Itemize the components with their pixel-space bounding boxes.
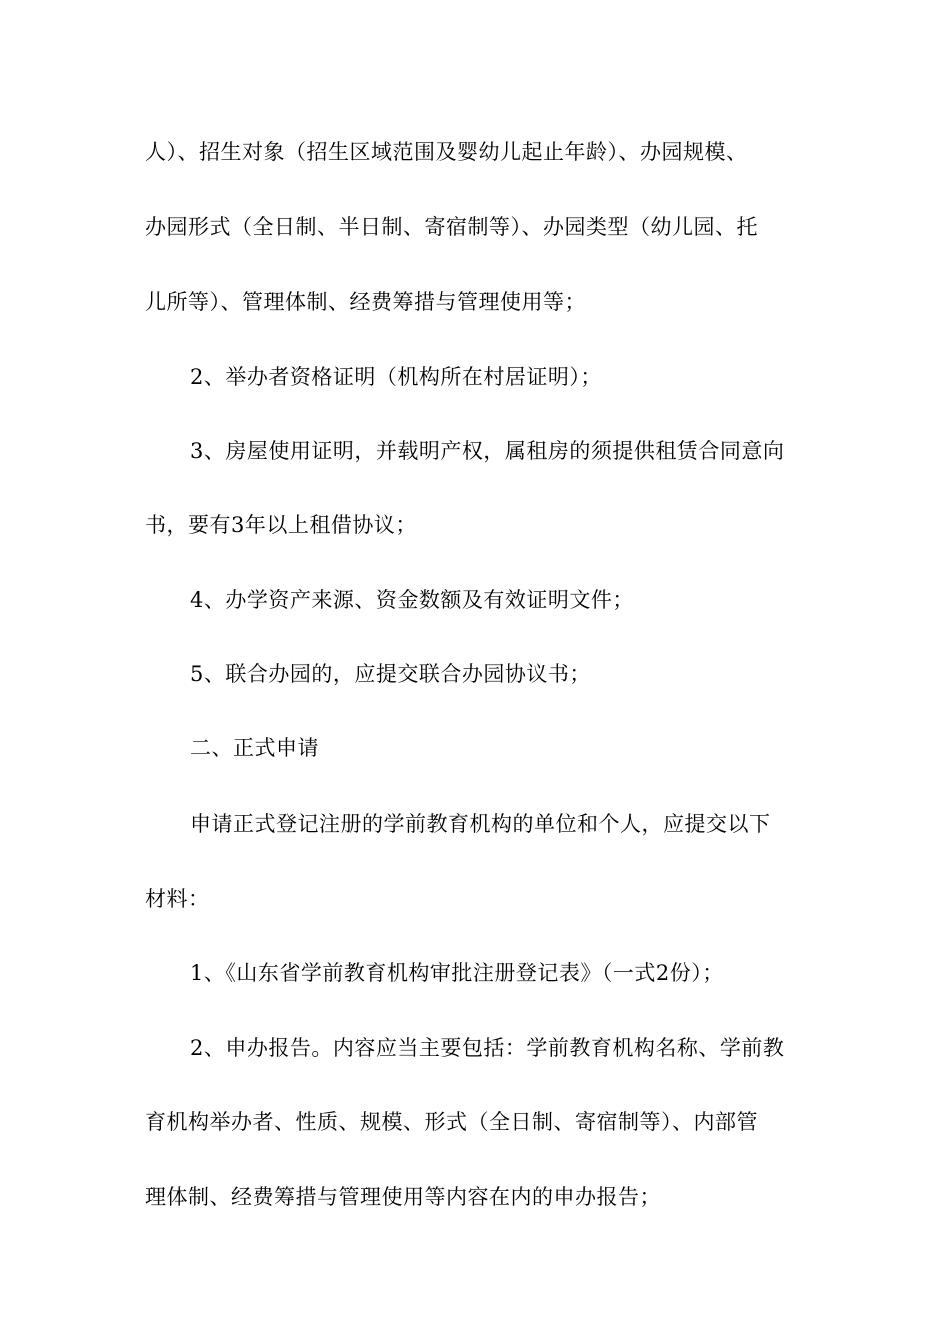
text-line: 理体制、经费筹措与管理使用等内容在内的申办报告； xyxy=(145,1185,661,1209)
text-line: 5、联合办园的，应提交联合办园协议书； xyxy=(190,662,591,686)
section-heading: 二、正式申请 xyxy=(190,736,319,760)
text-line: 2、申办报告。内容应当主要包括：学前教育机构名称、学前教 xyxy=(190,1036,785,1060)
text-line: 申请正式登记注册的学前教育机构的单位和个人，应提交以下 xyxy=(190,812,771,836)
text-line: 1、《山东省学前教育机构审批注册登记表》（一式2份）； xyxy=(190,961,724,985)
text-line: 3、房屋使用证明，并载明产权，属租房的须提供租赁合同意向 xyxy=(190,439,785,463)
text-line: 材料： xyxy=(145,887,210,911)
text-line: 4、办学资产来源、资金数额及有效证明文件； xyxy=(190,588,634,612)
text-line: 书，要有3年以上租借协议； xyxy=(145,513,417,537)
text-line: 育机构举办者、性质、规模、形式（全日制、寄宿制等）、内部管 xyxy=(145,1110,758,1134)
text-line: 人）、招生对象（招生区域范围及婴幼儿起止年龄）、办园规模、 xyxy=(145,140,748,164)
text-line: 2、举办者资格证明（机构所在村居证明）； xyxy=(190,365,602,389)
text-line: 办园形式（全日制、半日制、寄宿制等）、办园类型（幼儿园、托 xyxy=(145,215,758,239)
text-line: 儿所等）、管理体制、经费筹措与管理使用等； xyxy=(145,290,586,314)
